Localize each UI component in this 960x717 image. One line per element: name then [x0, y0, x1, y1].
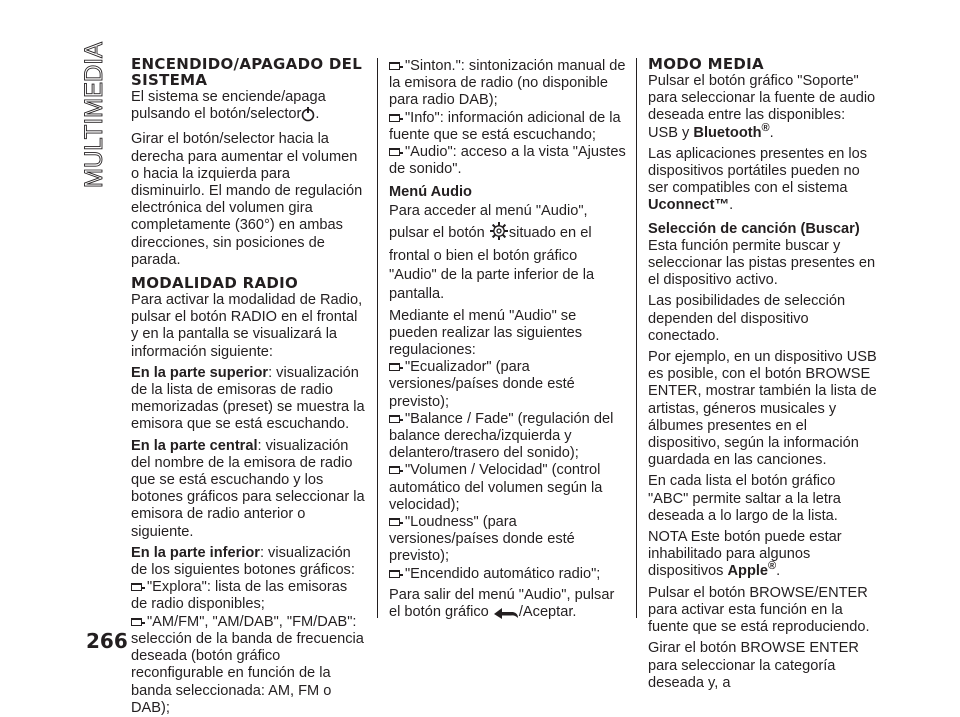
heading-radio: MODALIDAD RADIO [131, 274, 299, 293]
bullet-icon [389, 114, 400, 122]
heading-media-mode: MODO MEDIA [648, 55, 764, 73]
back-arrow-icon [493, 606, 519, 625]
paragraph: Para activar la modalidad de Radio, pulsar el botón RADIO en el frontal y en la pantalla se visualizará la información siguiente: [131, 292, 363, 360]
paragraph: En la parte central: visualización del nombre de la emisora de radio que se está escuchando y los botones gráficos para seleccionar la emisora de radio anterior o siguiente. [131, 437, 365, 540]
list-item: "Balance / Fade" (regulación del balance derecha/izquierda y delantero/trasero del sonido); [389, 410, 614, 462]
list-item: "Volumen / Velocidad" (control automático del volumen según la velocidad); [389, 462, 603, 513]
bullet-icon [389, 518, 400, 526]
list-item: "Info": información adicional de la fuente que se está escuchando; [389, 109, 621, 143]
bullet-icon [131, 583, 142, 591]
bullet-icon [389, 148, 400, 156]
heading-power: ENCENDIDO/APAGADO DEL SISTEMA [131, 55, 363, 89]
paragraph: Las aplicaciones presentes en los dispositivos portátiles pueden no ser compatibles con el sistema Uconnect™. [648, 145, 868, 214]
paragraph: Las posibilidades de selección dependen del dispositivo conectado. [648, 293, 846, 344]
paragraph: En cada lista el botón gráfico "ABC" permite saltar a la letra deseada a lo largo de la lista. [648, 473, 841, 524]
column-3 [648, 56, 878, 696]
subheading-song-search: Selección de canción (Buscar) [648, 220, 860, 237]
paragraph: Mediante el menú "Audio" se pueden realizar las siguientes regulaciones: [389, 307, 583, 359]
column-1 [131, 56, 366, 717]
paragraph: En la parte inferior: visualización de los siguientes botones gráficos: [131, 544, 355, 579]
bullet-icon [389, 466, 400, 474]
list-item: "Sinton.": sintonización manual de la emisora de radio (no disponible para radio DAB); [389, 58, 626, 109]
knob-icon [301, 107, 315, 127]
column-divider-2 [636, 58, 637, 618]
bullet-icon [389, 363, 400, 371]
paragraph: Por ejemplo, en un dispositivo USB es posible, con el botón BROWSE ENTER, mostrar también la lista de artistas, géneros musicales y álbumes presentes en el dispositivo, según la información guardada en las canciones. [648, 349, 877, 469]
list-item: "AM/FM", "AM/DAB", "FM/DAB": selección de la banda de frecuencia deseada (botón gráfico reconfigurable en función de la banda seleccionada: AM, FM o DAB); [131, 613, 364, 716]
paragraph: NOTA Este botón puede estar inhabilitado para algunos dispositivos Apple®. [648, 529, 842, 580]
list-item: "Loudness" (para versiones/países donde esté previsto); [389, 514, 575, 565]
paragraph: Para acceder al menú "Audio", pulsar el botón situado en el frontal o bien el botón gráfico "Audio" de la parte inferior de la pantalla. [389, 202, 595, 302]
bullet-icon [389, 62, 400, 70]
paragraph: Esta función permite buscar y seleccionar las pistas presentes en el dispositivo activo. [648, 237, 876, 289]
list-item: "Ecualizador" (para versiones/países donde esté previsto); [389, 359, 575, 410]
bullet-icon [389, 415, 400, 423]
paragraph: En la parte superior: visualización de la lista de emisoras de radio memorizadas (preset) se muestra la emisora que se está escuchando. [131, 364, 365, 433]
paragraph: Pulsar el botón gráfico "Soporte" para seleccionar la fuente de audio deseada entre las disponibles: USB y Bluetooth®. [648, 73, 876, 141]
settings-gear-icon [489, 221, 509, 247]
subheading-audio-menu: Menú Audio [389, 184, 472, 201]
list-item: "Encendido automático radio"; [389, 566, 626, 583]
list-item: "Audio": acceso a la vista "Ajustes de sonido". [389, 144, 626, 178]
paragraph: Girar el botón/selector hacia la derecha para aumentar el volumen o hacia la izquierda para disminuirlo. El mando de regulación electrónica del volumen gira completamente (360°) en ambas direcciones, sin posiciones de parada. [131, 131, 363, 268]
page-number: 266 [86, 629, 128, 653]
section-title-text: MULTIMEDIA [80, 35, 108, 188]
paragraph: Pulsar el botón BROWSE/ENTER para activar esta función en la fuente que se está reproduciendo. [648, 584, 870, 636]
bullet-icon [131, 618, 142, 626]
paragraph: Girar el botón BROWSE ENTER para seleccionar la categoría deseada y, a [648, 640, 859, 691]
column-divider-1 [377, 58, 378, 618]
section-title-vertical [72, 35, 132, 190]
paragraph: Para salir del menú "Audio", pulsar el botón gráfico /Aceptar. [389, 587, 626, 625]
paragraph: El sistema se enciende/apaga pulsando el botón/selector . [131, 89, 366, 127]
column-2 [389, 58, 626, 629]
bullet-icon [389, 570, 400, 578]
list-item: "Explora": lista de las emisoras de radio disponibles; [131, 579, 348, 613]
